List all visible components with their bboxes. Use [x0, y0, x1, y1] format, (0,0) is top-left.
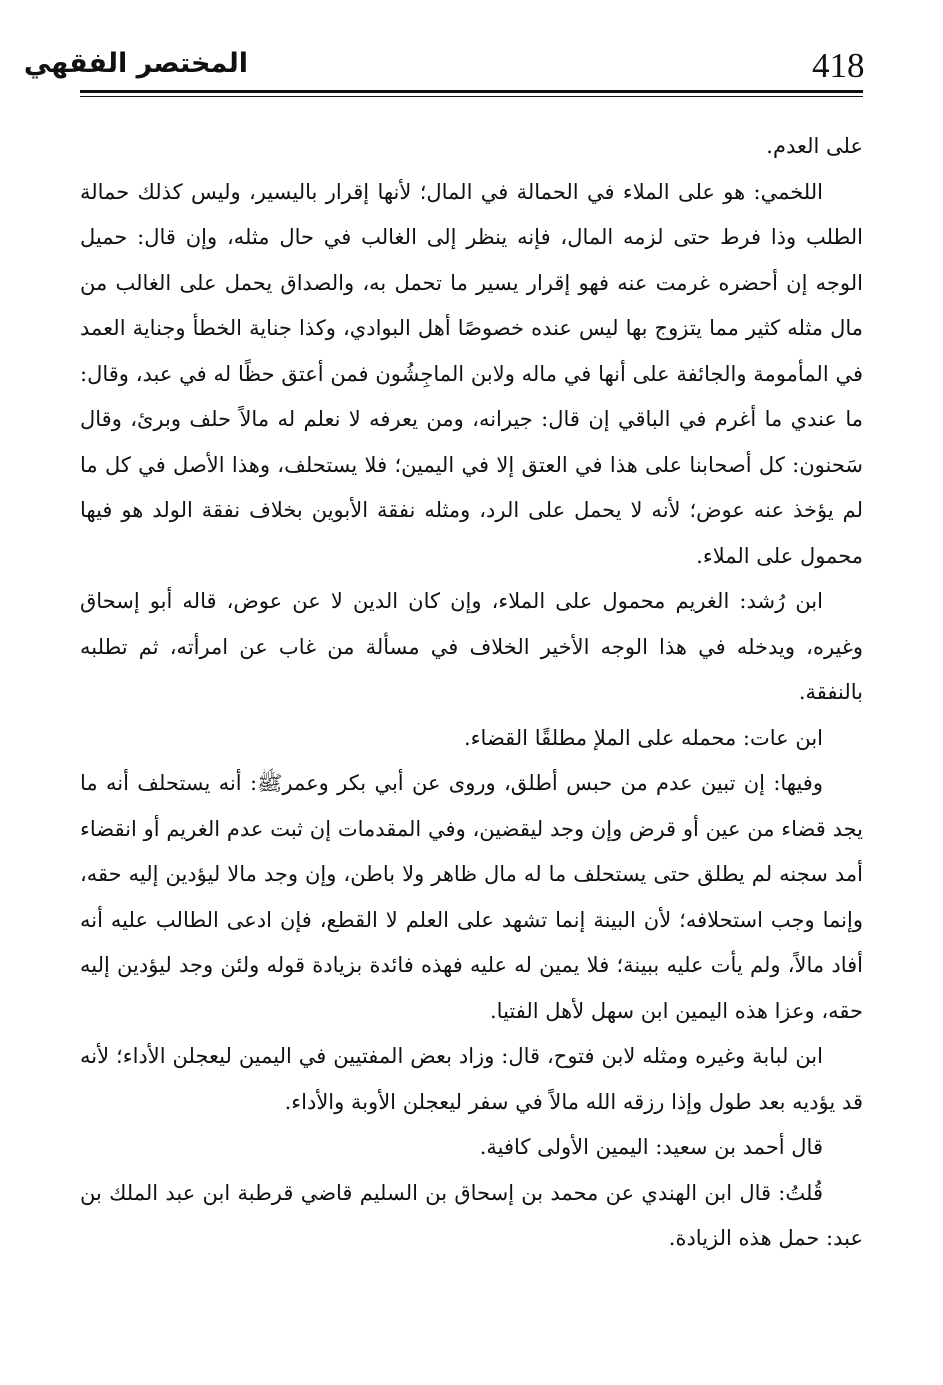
paragraph: على العدم.: [766, 134, 863, 158]
book-title: المختصر الفقهي: [23, 48, 248, 79]
body-text: [80, 124, 863, 1262]
paragraph: وفيها: إن تبين عدم من حبس أطلق، وروى عن أبي بكر وعمرﷺ: أنه يستحلف أنه ما يجد قضاء من عين أو قرض وإن وجد ليقضين، وفي المقدمات إن ثبت عدم الغريم أو انقضاء أمد سجنه لم يطلق حتى يستحلف ما له مال ظاهر ولا باطن، وإن وجد مالا ليؤدين إليه حقه، وإنما وجب استحلافه؛ لأن البينة إنما تشهد على العلم لا القطع، فإن ادعى الطالب عليه أنه أفاد مالاً، ولم يأت عليه ببينة؛ فلا يمين له عليه فهذه فائدة بزيادة قوله ولئن وجد ليؤدين إليه حقه، وعزا هذه اليمين ابن سهل لأهل الفتيا.: [80, 771, 863, 1023]
page-header: [0, 0, 943, 100]
paragraph: ابن عات: محمله على الملإ مطلقًا القضاء.: [464, 725, 823, 750]
paragraph: اللخمي: هو على الملاء في الحمالة في المال؛ لأنها إقرار باليسير، وليس كذلك حمالة الطلب وذا فرط حتى لزمه المال، فإنه ينظر إلى الغالب في حال مثله، وإن قال: حميل الوجه إن أحضره غرمت عنه فهو إقرار يسير ما تحمل به، والصداق يحمل على الغالب من مال مثله كثير مما يتزوج بها ليس عنده خصوصًا أهل البوادي، وكذا جناية الخطأ وجناية العمد في المأمومة والجائفة على أنها في ماله ولابن الماجِشُون فمن أعتق حظًا له في عبد، وقال: ما عندي ما أغرم في الباقي إن قال: جيرانه، ومن يعرفه لا نعلم له مالاً حلف وبرئ، وقال سَحنون: كل أصحابنا على هذا في العتق إلا في اليمين؛ فلا يستحلف، وهذا الأصل في كل ما لم يؤخذ عنه عوض؛ لأنه لا يحمل على الرد، ومثله نفقة الأبوين بخلاف نفقة الولد هو فيها محمول على الملاء.: [80, 179, 863, 568]
header-rule-thin: [80, 96, 863, 97]
paragraph: ابن رُشد: الغريم محمول على الملاء، وإن كان الدين لا عن عوض، قاله أبو إسحاق وغيره، ويدخله في هذا الوجه الأخير الخلاف في مسألة من غاب عن امرأته، ثم تطلبه بالنفقة.: [80, 589, 863, 704]
paragraph: ابن لبابة وغيره ومثله لابن فتوح، قال: وزاد بعض المفتيين في اليمين ليعجلن الأداء؛ لأنه قد يؤديه بعد طول وإذا رزقه الله مالاً في سفر ليعجلن الأوبة والأداء.: [80, 1044, 863, 1114]
page-number: 418: [812, 46, 865, 85]
paragraph: قال أحمد بن سعيد: اليمين الأولى كافية.: [479, 1135, 823, 1159]
header-rule-thick: [80, 90, 863, 93]
paragraph: قُلتُ: قال ابن الهندي عن محمد بن إسحاق بن السليم قاضي قرطبة ابن عبد الملك بن عبد: حمل هذه الزيادة.: [80, 1180, 863, 1250]
